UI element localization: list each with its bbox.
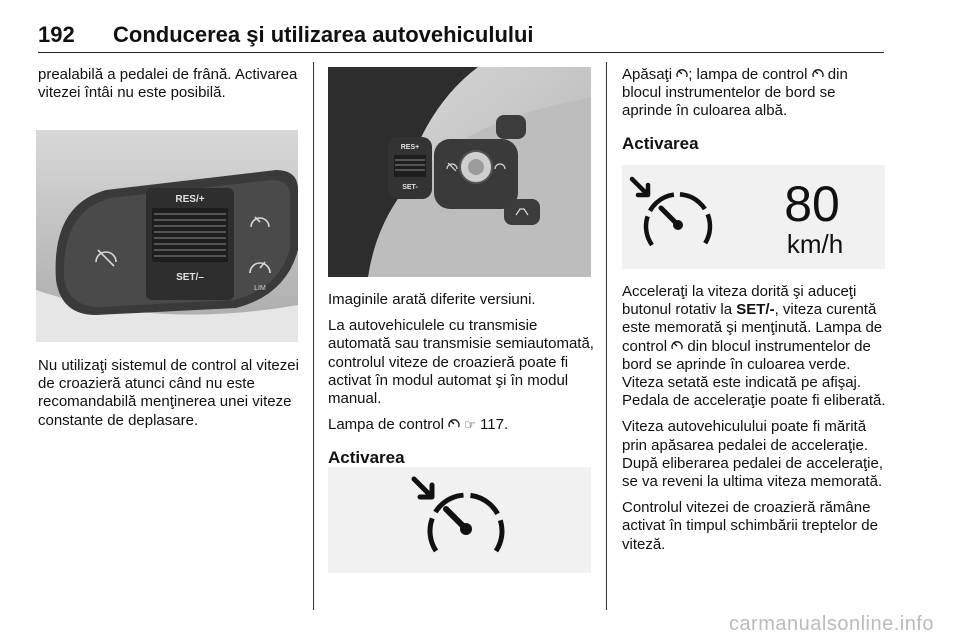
set-speed-value: 80 xyxy=(784,176,840,232)
column-1-bottom xyxy=(38,357,303,438)
column-1 xyxy=(38,66,303,110)
set-label: SET- xyxy=(402,184,418,191)
column-divider-1 xyxy=(313,62,314,610)
col2-p3-text: Lampa de control xyxy=(328,416,444,434)
column-2 xyxy=(328,291,600,478)
res-plus-label: RES/+ xyxy=(175,194,205,205)
col3-heading-activarea: Activarea xyxy=(622,133,699,153)
col3-paragraph-2 xyxy=(622,283,890,410)
col3-p2-a: Acceleraţi la viteza dorită şi aduceţi butonul rotativ la xyxy=(622,283,857,319)
col3-p2-b: , viteza curentă este memorată şi menţinută. Lampa de control xyxy=(622,301,883,355)
col1-paragraph-1: prealabilă a pedalei de frână. Activarea vitezei întâi nu este posibilă. xyxy=(38,66,298,102)
column-3 xyxy=(622,66,888,163)
col3-p2-c: din blocul instrumentelor de bord se aprinde în culoarea verde. Viteza setată este indicată pe afişaj. Pedala de acceleraţie poate fi eliberată. xyxy=(622,337,886,410)
cruise-lamp-image xyxy=(328,467,591,573)
speed-unit: km/h xyxy=(786,229,844,259)
cruise-control-icon xyxy=(448,418,464,433)
cruise-control-display-icon xyxy=(632,179,710,245)
cruise-button-icon xyxy=(676,66,688,83)
cruise-lamp-small-icon xyxy=(812,66,824,83)
steering-buttons-image-1 xyxy=(36,130,298,342)
col3-p1-b: ; lampa de control xyxy=(688,66,808,83)
col2-p3-page[interactable]: 117. xyxy=(480,416,509,434)
res-label: RES+ xyxy=(400,144,420,151)
col3-paragraph-3: Viteza autovehiculului poate fi mărită prin apăsarea pedalei de acceleraţie. După eliberarea pedalei de acceleraţie, se va reveni la ultima viteza memorată. xyxy=(622,418,884,491)
col3-paragraph-4: Controlul vitezei de croazieră rămâne activat în timpul schimbării treptelor de viteză. xyxy=(622,499,878,553)
set-minus-label: SET/– xyxy=(176,272,204,283)
set-minus-bold: SET/- xyxy=(736,301,775,319)
column-divider-2 xyxy=(606,62,607,610)
col3-paragraph-1 xyxy=(622,66,888,121)
cruise-control-lamp-icon xyxy=(414,479,502,551)
col3-p1-c: din blocul instrumentelor de bord se aprinde în culoarea albă. xyxy=(622,66,848,120)
col2-paragraph-2: La autovehiculele cu transmisie automată sau transmisie semiautomată, controlul viteze de croazieră poate fi activat în modul automat şi în modul manual. xyxy=(328,317,594,408)
cruise-lamp-green-icon xyxy=(671,338,683,355)
page-title: Conducerea şi utilizarea autovehiculului xyxy=(113,22,534,47)
page-header xyxy=(38,22,884,53)
col3-p1-a: Apăsaţi xyxy=(622,66,673,83)
steering-buttons-image-2 xyxy=(328,67,591,277)
column-3-bottom xyxy=(622,283,890,562)
cruise-display-image xyxy=(622,165,885,269)
page-reference-arrow-icon: ☞ xyxy=(464,418,476,434)
watermark: carmanualsonline.info xyxy=(728,613,934,635)
col2-paragraph-1: Imaginile arată diferite versiuni. xyxy=(328,291,536,308)
page-number: 192 xyxy=(38,22,75,47)
col2-paragraph-3 xyxy=(328,416,600,435)
col2-heading-activarea: Activarea xyxy=(328,448,405,468)
lim-label: LIM xyxy=(254,285,266,292)
col1-paragraph-2: Nu utilizaţi sistemul de control al vitezei de croazieră atunci când nu este recomandabilă menţinerea unei viteze constante de deplasare. xyxy=(38,357,299,429)
